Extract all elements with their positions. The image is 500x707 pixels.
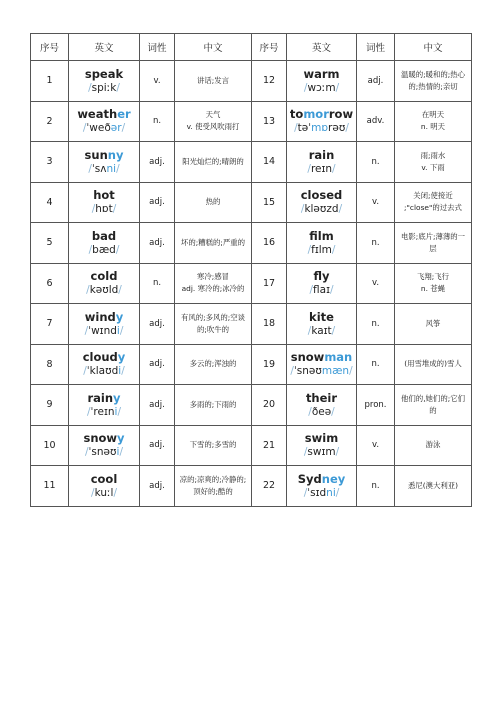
phonetic-slash: / <box>119 446 123 459</box>
row-number: 3 <box>31 142 69 183</box>
phonetic-slash: / <box>349 365 353 378</box>
phonetic-segment: bæd <box>92 243 116 256</box>
english-word <box>287 431 356 445</box>
english-cell <box>287 304 357 345</box>
english-word <box>69 188 139 202</box>
phonetic-slash: / <box>91 203 96 216</box>
phonetic-segment: təˈ <box>297 122 312 135</box>
english-word <box>287 107 356 121</box>
chinese-meaning <box>175 182 252 223</box>
phonetic-segment: ˈsnəʊ <box>88 446 117 459</box>
header-cell: 词性 <box>140 34 175 61</box>
phonetic <box>69 243 139 257</box>
meaning-line: v. 使受风吹雨打 <box>186 122 240 132</box>
word-segment: Syd <box>297 471 322 486</box>
phonetic-highlight: ər <box>110 122 122 135</box>
phonetic <box>287 81 356 95</box>
english-cell <box>69 223 140 264</box>
phonetic-slash: / <box>290 365 294 378</box>
word-segment: cloud <box>82 350 118 365</box>
meaning-line: 游泳 <box>425 440 441 450</box>
meaning-line: 多雨的;下雨的 <box>189 399 237 409</box>
chinese-meaning <box>175 425 252 466</box>
meaning-line: 温暖的;暖和的;热心的;热情的;亲切 <box>400 69 466 91</box>
phonetic-slash: / <box>309 284 314 297</box>
word-segment: sun <box>84 147 108 162</box>
english-cell <box>69 385 140 426</box>
phonetic <box>287 202 356 216</box>
table-row <box>31 385 472 426</box>
phonetic <box>287 405 356 419</box>
phonetic <box>287 121 356 135</box>
phonetic-segment: reɪn <box>310 162 333 175</box>
word-highlight: ney <box>321 471 346 486</box>
row-number: 22 <box>252 466 287 507</box>
phonetic-slash: / <box>84 324 89 337</box>
english-cell <box>287 344 357 385</box>
word-segment: fly <box>313 269 330 284</box>
phonetic-highlight: i <box>116 446 120 459</box>
meaning-line: 天气 <box>205 110 221 120</box>
english-word <box>287 67 356 81</box>
phonetic <box>69 81 139 95</box>
english-cell <box>69 101 140 142</box>
meaning-line: 飞翔;飞行 <box>416 272 450 282</box>
english-cell <box>287 101 357 142</box>
phonetic-segment: kaɪt <box>311 324 332 337</box>
part-of-speech: v. <box>357 425 395 466</box>
row-number: 5 <box>31 223 69 264</box>
english-cell <box>69 466 140 507</box>
chinese-meaning <box>395 101 472 142</box>
phonetic <box>287 445 356 459</box>
phonetic <box>69 486 139 500</box>
word-segment: swim <box>304 431 339 446</box>
phonetic-slash: / <box>338 203 343 216</box>
english-cell <box>287 425 357 466</box>
phonetic-slash: / <box>335 486 340 499</box>
english-word <box>287 188 356 202</box>
meaning-line: 关闭;使接近 <box>413 191 453 201</box>
phonetic <box>69 405 139 419</box>
header-cell: 英文 <box>287 34 357 61</box>
header-cell: 序号 <box>31 34 69 61</box>
word-highlight: er <box>117 107 131 122</box>
phonetic-segment: ˈklaʊd <box>86 365 119 378</box>
phonetic-segment: spiːk <box>91 81 117 94</box>
row-number: 9 <box>31 385 69 426</box>
phonetic-segment: kəʊld <box>89 284 119 297</box>
chinese-meaning <box>395 61 472 102</box>
part-of-speech: n. <box>140 263 175 304</box>
chinese-meaning <box>175 61 252 102</box>
english-cell <box>69 304 140 345</box>
table-body <box>31 61 472 507</box>
phonetic-slash: / <box>118 284 122 297</box>
chinese-meaning <box>175 385 252 426</box>
phonetic-highlight: i <box>116 324 120 337</box>
word-segment: rain <box>308 147 335 162</box>
word-segment: rain <box>87 390 114 405</box>
word-segment: snow <box>290 350 325 365</box>
meaning-line: 阳光灿烂的;晴朗的 <box>182 156 244 166</box>
row-number: 15 <box>252 182 287 223</box>
header-cell: 中文 <box>175 34 252 61</box>
part-of-speech: adj. <box>140 182 175 223</box>
meaning-line: adj. 寒冷的;冰冷的 <box>181 284 245 294</box>
meaning-line: 风筝 <box>425 318 441 328</box>
phonetic-highlight: i <box>114 405 118 418</box>
phonetic <box>69 324 139 338</box>
part-of-speech: n. <box>357 466 395 507</box>
table-row <box>31 344 472 385</box>
phonetic-slash: / <box>335 446 340 459</box>
english-cell <box>287 385 357 426</box>
part-of-speech: adj. <box>357 61 395 102</box>
phonetic <box>69 283 139 297</box>
word-segment: row <box>328 107 354 122</box>
chinese-meaning <box>175 466 252 507</box>
meaning-line: 热的 <box>205 197 221 207</box>
table-row <box>31 101 472 142</box>
phonetic <box>287 283 356 297</box>
meaning-line: 在明天 <box>421 110 445 120</box>
phonetic <box>287 486 356 500</box>
english-word <box>69 148 139 162</box>
meaning-line: 坏的;糟糕的;严重的 <box>180 237 246 247</box>
english-word <box>287 148 356 162</box>
english-word <box>69 391 139 405</box>
phonetic-highlight: ni <box>326 486 336 499</box>
chinese-meaning <box>395 425 472 466</box>
chinese-meaning <box>395 466 472 507</box>
meaning-line: ;"close"的过去式 <box>404 203 462 213</box>
word-segment: kite <box>309 309 334 324</box>
english-word <box>69 431 139 445</box>
part-of-speech: n. <box>357 344 395 385</box>
phonetic-highlight: mɒ <box>311 122 329 135</box>
phonetic <box>287 162 356 176</box>
phonetic-slash: / <box>117 405 121 418</box>
part-of-speech: n. <box>357 142 395 183</box>
table-row <box>31 425 472 466</box>
english-word <box>69 350 139 364</box>
meaning-line: n. 明天 <box>420 122 446 132</box>
english-cell <box>287 182 357 223</box>
row-number: 7 <box>31 304 69 345</box>
phonetic-slash: / <box>116 81 120 94</box>
row-number: 1 <box>31 61 69 102</box>
word-highlight: y <box>117 431 125 446</box>
phonetic-slash: / <box>113 486 117 499</box>
english-word <box>287 472 356 486</box>
english-word <box>287 391 356 405</box>
english-cell <box>69 182 140 223</box>
phonetic-segment: ˈsɪd <box>307 486 327 499</box>
word-segment: hot <box>93 188 115 203</box>
word-segment: snow <box>83 431 118 446</box>
phonetic-slash: / <box>308 405 312 418</box>
table-row <box>31 61 472 102</box>
word-segment: closed <box>300 188 343 203</box>
phonetic-slash: / <box>88 81 92 94</box>
phonetic-slash: / <box>83 365 87 378</box>
meaning-line: 他们的,她们的;它们的 <box>401 393 465 415</box>
phonetic-slash: / <box>300 203 305 216</box>
phonetic-slash: / <box>121 122 126 135</box>
phonetic-slash: / <box>85 446 89 459</box>
english-cell <box>69 344 140 385</box>
header-cell: 英文 <box>69 34 140 61</box>
row-number: 18 <box>252 304 287 345</box>
table-row <box>31 466 472 507</box>
word-segment: cool <box>90 471 118 486</box>
phonetic-slash: / <box>86 284 90 297</box>
phonetic-slash: / <box>303 486 308 499</box>
chinese-meaning <box>175 223 252 264</box>
phonetic <box>69 364 139 378</box>
english-cell <box>287 61 357 102</box>
row-number: 8 <box>31 344 69 385</box>
phonetic-highlight: mæn <box>321 365 350 378</box>
phonetic-slash: / <box>294 122 298 135</box>
word-segment: warm <box>303 66 340 81</box>
phonetic-slash: / <box>345 122 349 135</box>
word-segment: their <box>305 390 338 405</box>
part-of-speech: v. <box>140 61 175 102</box>
row-number: 14 <box>252 142 287 183</box>
table-row <box>31 304 472 345</box>
part-of-speech: v. <box>357 182 395 223</box>
meaning-line: n. 苍蝇 <box>420 284 446 294</box>
word-segment: weath <box>77 107 118 122</box>
word-highlight: ny <box>107 147 124 162</box>
meaning-line: (用雪堆成的)雪人 <box>404 359 462 369</box>
phonetic-segment: hɒt <box>95 203 113 216</box>
meaning-line: v. 下雨 <box>421 162 445 172</box>
word-segment: film <box>309 228 334 243</box>
phonetic-segment: rəʊ <box>328 122 346 135</box>
english-word <box>69 67 139 81</box>
chinese-meaning <box>175 344 252 385</box>
phonetic-slash: / <box>307 324 312 337</box>
chinese-meaning <box>175 142 252 183</box>
header-cell: 词性 <box>357 34 395 61</box>
phonetic-slash: / <box>121 365 125 378</box>
row-number: 2 <box>31 101 69 142</box>
part-of-speech: adj. <box>140 223 175 264</box>
meaning-line: 有风的;多风的;空谈的;吹牛的 <box>180 312 246 334</box>
english-word <box>69 310 139 324</box>
word-segment: wind <box>84 309 116 324</box>
phonetic-slash: / <box>307 162 311 175</box>
chinese-meaning <box>395 182 472 223</box>
english-word <box>287 229 356 243</box>
word-segment: cold <box>90 269 118 284</box>
row-number: 17 <box>252 263 287 304</box>
row-number: 10 <box>31 425 69 466</box>
table-row <box>31 142 472 183</box>
word-highlight: mor <box>303 107 329 122</box>
chinese-meaning <box>395 223 472 264</box>
part-of-speech: v. <box>357 263 395 304</box>
row-number: 4 <box>31 182 69 223</box>
part-of-speech: n. <box>140 101 175 142</box>
phonetic <box>287 364 356 378</box>
phonetic-slash: / <box>88 162 92 175</box>
meaning-line: 讲话;发言 <box>196 75 230 85</box>
phonetic-slash: / <box>329 284 334 297</box>
phonetic <box>69 121 139 135</box>
phonetic-segment: fɪlm <box>311 243 332 256</box>
row-number: 12 <box>252 61 287 102</box>
english-cell <box>69 425 140 466</box>
phonetic-slash: / <box>116 162 120 175</box>
phonetic <box>69 445 139 459</box>
word-segment: to <box>289 107 304 122</box>
chinese-meaning <box>175 263 252 304</box>
english-cell <box>69 61 140 102</box>
part-of-speech: n. <box>357 304 395 345</box>
word-highlight: man <box>324 350 353 365</box>
phonetic-slash: / <box>331 243 336 256</box>
meaning-line: 寒冷;感冒 <box>196 272 230 282</box>
phonetic-slash: / <box>82 122 87 135</box>
meaning-line: 凉的;凉爽的;冷静的;顶好的;酷的 <box>179 474 247 496</box>
meaning-line: 电影;底片;薄薄的一层 <box>400 231 466 253</box>
chinese-meaning <box>395 263 472 304</box>
phonetic-slash: / <box>86 405 91 418</box>
row-number: 13 <box>252 101 287 142</box>
table-row <box>31 263 472 304</box>
chinese-meaning <box>175 304 252 345</box>
phonetic-segment: swɪm <box>307 446 336 459</box>
english-word <box>69 269 139 283</box>
row-number: 21 <box>252 425 287 466</box>
phonetic-slash: / <box>115 243 120 256</box>
english-word <box>69 107 139 121</box>
table-header-row <box>31 34 472 61</box>
table-row <box>31 182 472 223</box>
phonetic-segment: kləʊzd <box>304 203 339 216</box>
part-of-speech: adj. <box>140 304 175 345</box>
phonetic-segment: flaɪ <box>313 284 330 297</box>
phonetic-segment: ˈreɪn <box>90 405 115 418</box>
meaning-line: 多云的;浑浊的 <box>189 359 237 369</box>
phonetic-slash: / <box>91 486 95 499</box>
table-row <box>31 223 472 264</box>
phonetic-slash: / <box>303 81 308 94</box>
part-of-speech: adv. <box>357 101 395 142</box>
meaning-line: 悉尼(澳大利亚) <box>407 480 459 490</box>
phonetic-highlight: i <box>118 365 122 378</box>
meaning-line: 下雪的;多雪的 <box>189 440 237 450</box>
english-cell <box>69 142 140 183</box>
english-word <box>69 229 139 243</box>
word-highlight: y <box>115 309 124 324</box>
word-segment: speak <box>84 66 124 81</box>
part-of-speech: pron. <box>357 385 395 426</box>
english-cell <box>287 223 357 264</box>
part-of-speech: adj. <box>140 425 175 466</box>
part-of-speech: adj. <box>140 385 175 426</box>
phonetic-slash: / <box>119 324 124 337</box>
english-cell <box>287 466 357 507</box>
phonetic-slash: / <box>335 81 340 94</box>
english-word <box>287 310 356 324</box>
row-number: 19 <box>252 344 287 385</box>
header-cell: 序号 <box>252 34 287 61</box>
chinese-meaning <box>175 101 252 142</box>
chinese-meaning <box>395 385 472 426</box>
phonetic-slash: / <box>303 446 308 459</box>
chinese-meaning <box>395 304 472 345</box>
vocabulary-table <box>30 33 472 507</box>
part-of-speech: adj. <box>140 142 175 183</box>
english-word <box>69 472 139 486</box>
word-segment: bad <box>91 228 117 243</box>
chinese-meaning <box>395 142 472 183</box>
phonetic <box>69 202 139 216</box>
phonetic-slash: / <box>307 243 312 256</box>
phonetic-highlight: ni <box>106 162 117 175</box>
row-number: 20 <box>252 385 287 426</box>
meaning-line: 雨;雨水 <box>420 150 446 160</box>
row-number: 11 <box>31 466 69 507</box>
phonetic-segment: ˈsnəʊ <box>293 365 322 378</box>
chinese-meaning <box>395 344 472 385</box>
english-word <box>287 269 356 283</box>
phonetic-segment: ˈwɪnd <box>88 324 117 337</box>
phonetic-segment: kuːl <box>94 486 114 499</box>
english-cell <box>69 263 140 304</box>
phonetic <box>69 162 139 176</box>
part-of-speech: adj. <box>140 344 175 385</box>
phonetic-segment: wɔːm <box>307 81 336 94</box>
phonetic-slash: / <box>331 405 335 418</box>
header-cell: 中文 <box>395 34 472 61</box>
phonetic-segment: ˈweð <box>86 122 111 135</box>
word-highlight: y <box>113 390 121 405</box>
phonetic-slash: / <box>112 203 117 216</box>
part-of-speech: adj. <box>140 466 175 507</box>
phonetic-slash: / <box>332 162 336 175</box>
english-word <box>287 350 356 364</box>
row-number: 6 <box>31 263 69 304</box>
word-highlight: y <box>117 350 126 365</box>
phonetic-slash: / <box>88 243 93 256</box>
row-number: 16 <box>252 223 287 264</box>
phonetic-segment: ˈsʌ <box>91 162 107 175</box>
phonetic <box>287 324 356 338</box>
english-cell <box>287 263 357 304</box>
phonetic-segment: ðeə <box>311 405 332 418</box>
phonetic-slash: / <box>331 324 336 337</box>
phonetic <box>287 243 356 257</box>
english-cell <box>287 142 357 183</box>
part-of-speech: n. <box>357 223 395 264</box>
